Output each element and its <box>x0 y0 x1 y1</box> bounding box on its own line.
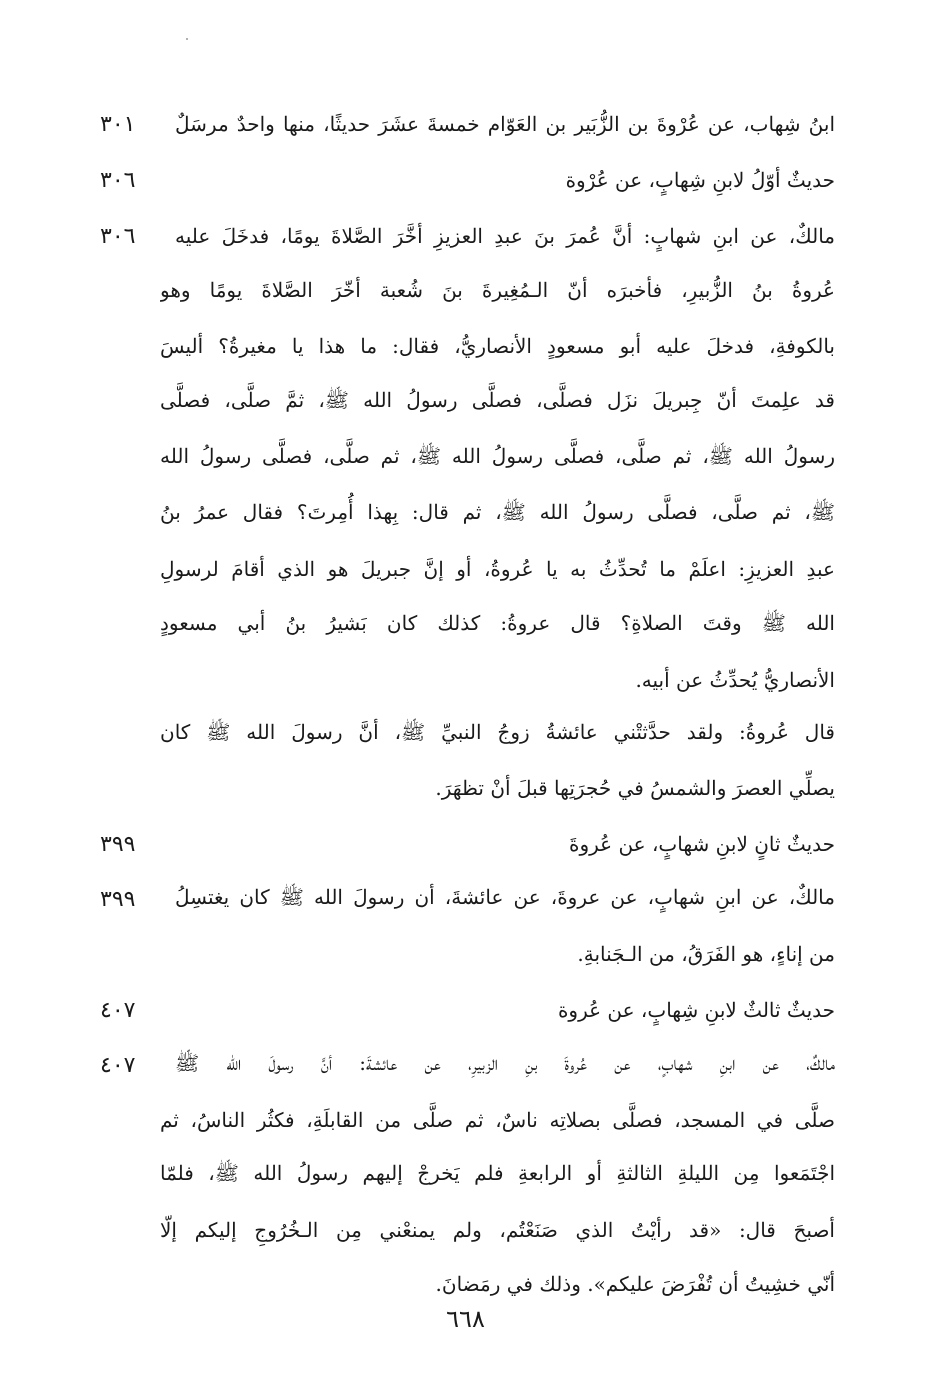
reference-number: ٣٩٩ <box>100 831 136 857</box>
speck <box>186 38 188 40</box>
line-text: مالكٌ، عن ابنِ شهابٍ: أنَّ عُمرَ بنَ عبدِ العزيزِ أخَّرَ الصَّلاةَ يومًا، فدخَلَ عليه <box>175 224 835 248</box>
line-text: اجْتَمَعوا مِن الليلةِ الثالثةِ أو الرابعةِ فلم يَخرجْ إليهم رسولُ الله ﷺ، فلمّا <box>160 1160 835 1185</box>
reference-number: ٣٩٩ <box>100 886 136 912</box>
entry-line <box>175 822 835 866</box>
line-text: مالكٌ، عن ابنِ شهابٍ، عن عُروةَ بنِ الزبيرِ، عن عائشةَ: أنَّ رسولَ الله ﷺ <box>175 1050 835 1075</box>
text-line <box>160 380 835 424</box>
entry-line <box>175 1043 835 1087</box>
line-text: من إناءٍ، هو الفَرَقُ، من الـجَنابةِ. <box>577 942 835 966</box>
line-text: أنّي خشِيتُ أن تُفْرَضَ عليكم». وذلك في رمَضانَ. <box>435 1272 835 1296</box>
text-line <box>160 766 835 810</box>
text-line <box>160 1262 835 1306</box>
line-text: مالكٌ، عن ابنِ شهابٍ، عن عروةَ، عن عائشةَ، أن رسولَ الله ﷺ كان يغتسِلُ <box>175 884 835 909</box>
entry-line <box>175 158 835 202</box>
text-line <box>160 603 835 647</box>
line-text: حديثٌ ثانٍ لابنِ شهابٍ، عن عُروةَ <box>568 832 835 856</box>
page-number: ٦٦٨ <box>446 1305 485 1333</box>
line-text: الله ﷺ وقتَ الصلاةِ؟ قال عروةُ: كذلك كان بَشيرُ بنُ أبي مسعودٍ <box>160 610 835 635</box>
line-text: قد علِمتَ أنّ جِبريلَ نزَل فصلَّى، فصلَّى رسولُ الله ﷺ، ثمَّ صلَّى، فصلَّى <box>160 387 835 412</box>
line-text: الأنصاريُّ يُحدِّثُ عن أبيه. <box>635 668 835 692</box>
entry-line <box>175 988 835 1032</box>
line-text: يصلِّي العصرَ والشمسُ في حُجرَتِها قبلَ أنْ تظهَرَ. <box>435 776 835 800</box>
text-line <box>160 492 835 536</box>
text-line <box>160 1098 835 1142</box>
line-text: رسولُ الله ﷺ، ثم صلَّى، فصلَّى رسولُ الله ﷺ، ثم صلَّى، فصلَّى رسولُ الله <box>160 443 835 468</box>
reference-number: ٤٠٧ <box>100 997 136 1023</box>
line-text: عُروةُ بنُ الزُّبيرِ، فأخبرَه أنّ الـمُغِيرةَ بنَ شُعبة أخّرَ الصَّلاةَ يومًا وهو <box>160 278 835 302</box>
entry-line <box>175 877 835 921</box>
reference-number: ٣٠٦ <box>100 223 136 249</box>
reference-number: ٣٠٦ <box>100 167 136 193</box>
text-line <box>160 1153 835 1197</box>
reference-number: ٣٠١ <box>100 111 136 137</box>
text-line <box>160 436 835 480</box>
text-line <box>160 324 835 368</box>
entry-line <box>175 102 835 146</box>
line-text: عبدِ العزيزِ: اعلَمْ ما تُحدِّثُ به يا عُروةُ، أو إنَّ جبريلَ هو الذي أقامَ لرسولِ <box>160 557 835 581</box>
text-line <box>160 712 835 756</box>
entry-line <box>175 214 835 258</box>
line-text: قال عُروةُ: ولقد حدَّثتْني عائشةُ زوجُ النبيِّ ﷺ، أنَّ رسولَ الله ﷺ كان <box>160 719 835 744</box>
text-line <box>160 547 835 591</box>
text-line <box>160 268 835 312</box>
text-line <box>160 658 835 702</box>
line-text: ابنُ شِهاب، عن عُرْوةَ بن الزُّبَير بن العَوّام خمسةَ عشَرَ حديثًا، منها واحدٌ مرسَلٌ <box>175 112 835 136</box>
line-text: صلَّى في المسجد، فصلَّى بصلاتِه ناسٌ، ثم صلَّى من القابلَةِ، فكثُر الناسُ، ثم <box>160 1108 835 1132</box>
line-text: حديثٌ أوّلُ لابنِ شِهابٍ، عن عُرْوة <box>565 168 835 192</box>
line-text: أصبحَ قال: «قد رأيْتُ الذي صَنَعْتُم، ولم يمنعْني مِن الـخُرُوجِ إليكم إلّا <box>160 1218 835 1242</box>
line-text: بالكوفةِ، فدخلَ عليه أبو مسعودٍ الأنصاريُّ، فقال: ما هذا يا مغيرةُ؟ أليسَ <box>160 334 835 358</box>
line-text: ﷺ، ثم صلَّى، فصلَّى رسولُ الله ﷺ، ثم قال: بِهذا أُمِرتَ؟ فقال عمرُ بنُ <box>160 499 835 524</box>
text-line <box>160 932 835 976</box>
reference-number: ٤٠٧ <box>100 1052 136 1078</box>
line-text: حديثٌ ثالثٌ لابنِ شِهابٍ، عن عُروة <box>557 998 835 1022</box>
text-line <box>160 1208 835 1252</box>
